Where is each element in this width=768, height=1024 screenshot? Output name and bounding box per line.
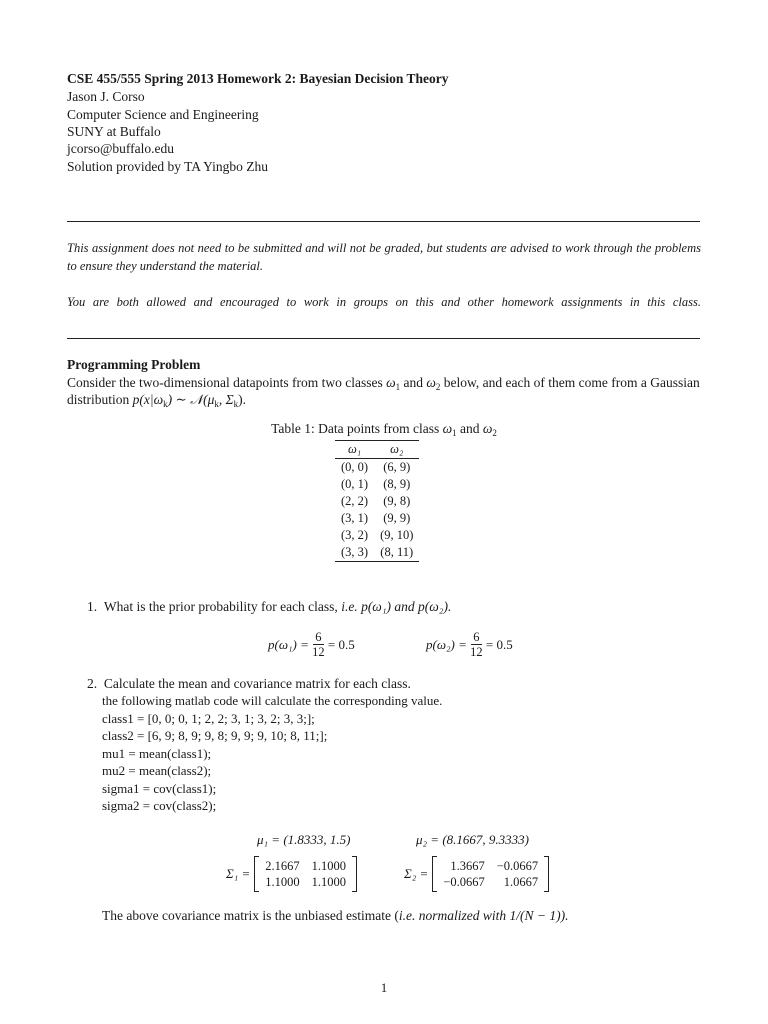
prior-equation-2: p(ω₂) = $\frac{6}{12}$ = 0.5 <box>426 630 513 659</box>
institution: SUNY at Buffalo <box>67 124 161 139</box>
section-heading: Programming Problem <box>67 357 201 372</box>
author-name: Jason J. Corso <box>67 89 145 104</box>
covariance-note: The above covariance matrix is the unbiased estimate (i.e. normalized with 1/(N − 1)). <box>102 908 569 923</box>
document-title: CSE 455/555 Spring 2013 Homework 2: Bayesian Decision Theory <box>67 71 449 86</box>
mean-class2: μ₂ = (8.1667, 9.3333) <box>416 832 529 847</box>
question-2: 2. Calculate the mean and covariance matrix for each class. <box>87 676 411 691</box>
class2-point: (9, 9) <box>383 511 411 525</box>
data-table <box>335 440 419 562</box>
fraction: $\frac{6}{12}$ <box>470 630 483 659</box>
matrix-entry: 1.3667 <box>450 859 485 873</box>
class2-point: (9, 8) <box>383 494 411 508</box>
table-row <box>335 493 419 510</box>
mean-class1: μ₁ = (1.8333, 1.5) <box>257 832 351 847</box>
page-number: 1 <box>380 980 388 995</box>
class1-point: (3, 2) <box>341 528 369 542</box>
matrix <box>432 856 549 892</box>
code-line: class2 = [6, 9; 8, 9; 9, 8; 9, 9; 9, 10; 8, 11;]; <box>102 728 328 743</box>
matrix-entry: −0.0667 <box>443 875 485 889</box>
code-line: the following matlab code will calculate the corresponding value. <box>102 693 443 708</box>
covariance-class1: Σ₁ = 2.1667 1.1000 1.1000 1.1000 <box>226 856 361 892</box>
notice-group-work: You are both allowed and encouraged to work in groups on this and other homework assignments in this class. <box>67 295 701 309</box>
bottom-divider <box>67 338 700 339</box>
table-header-class1: ω₁ <box>335 441 374 459</box>
class1-point: (0, 0) <box>341 460 369 474</box>
code-line: mu2 = mean(class2); <box>102 763 212 778</box>
class1-point: (0, 1) <box>341 477 369 491</box>
matrix-entry: 2.1667 <box>265 859 300 873</box>
matrix-entry: 1.0667 <box>503 875 539 889</box>
matrix-entry: 1.1000 <box>265 875 300 889</box>
top-divider <box>67 221 700 222</box>
intro-line-2: distribution $p(x|\omega_k)$ ∼ $𝒩(\mu_k$, $\Sigma_k$). <box>67 392 247 409</box>
table-row <box>335 544 419 562</box>
department: Computer Science and Engineering <box>67 107 259 122</box>
matrix-entry: 1.1000 <box>311 875 347 889</box>
table-row <box>335 510 419 527</box>
matrix-entry: −0.0667 <box>496 859 539 873</box>
question-1: 1. What is the prior probability for each class, i.e. p(ω₁) and p(ω₂). <box>87 599 452 614</box>
matrix <box>254 856 357 892</box>
solution-credit: Solution provided by TA Yingbo Zhu <box>67 159 269 174</box>
class2-point: (8, 9) <box>383 477 411 491</box>
fraction: $\frac{6}{12}$ <box>312 630 325 659</box>
code-line: sigma1 = cov(class1); <box>102 780 217 796</box>
table-row <box>335 459 419 477</box>
code-line: sigma2 = cov(class2); <box>102 798 217 813</box>
class2-point: (9, 10) <box>380 528 414 542</box>
notice-not-graded: This assignment does not need to be submitted and will not be graded, but students are advised to work through the problems to ensure they understand the material. <box>67 241 701 273</box>
email: jcorso@buffalo.edu <box>67 141 175 156</box>
table-header-class2: ω₂ <box>374 441 419 459</box>
intro-line-1: Consider the two-dimensional datapoints from two classes $\omega_1$ and $\omega_2$ below, and each of them come from a Gaussian <box>67 375 700 392</box>
code-line: mu1 = mean(class1); <box>102 745 212 761</box>
covariance-class2: Σ₂ = 1.3667 −0.0667 −0.0667 1.0667 <box>404 856 553 892</box>
class1-point: (3, 3) <box>335 544 374 562</box>
matrix-entry: 1.1000 <box>311 859 347 873</box>
table-row <box>335 527 419 544</box>
data-points-table <box>335 440 419 562</box>
table-caption: Table 1: Data points from class $\omega_1$ and $\omega_2$ <box>271 421 497 438</box>
class1-point: (3, 1) <box>341 511 369 525</box>
prior-equation-1: p(ω₁) = $\frac{6}{12}$ = 0.5 <box>268 630 355 659</box>
class2-point: (6, 9) <box>383 460 411 474</box>
class1-point: (2, 2) <box>341 494 369 508</box>
table-row <box>335 476 419 493</box>
class2-point: (8, 11) <box>374 544 419 562</box>
code-line: class1 = [0, 0; 0, 1; 2, 2; 3, 1; 3, 2; 3, 3;]; <box>102 710 315 726</box>
